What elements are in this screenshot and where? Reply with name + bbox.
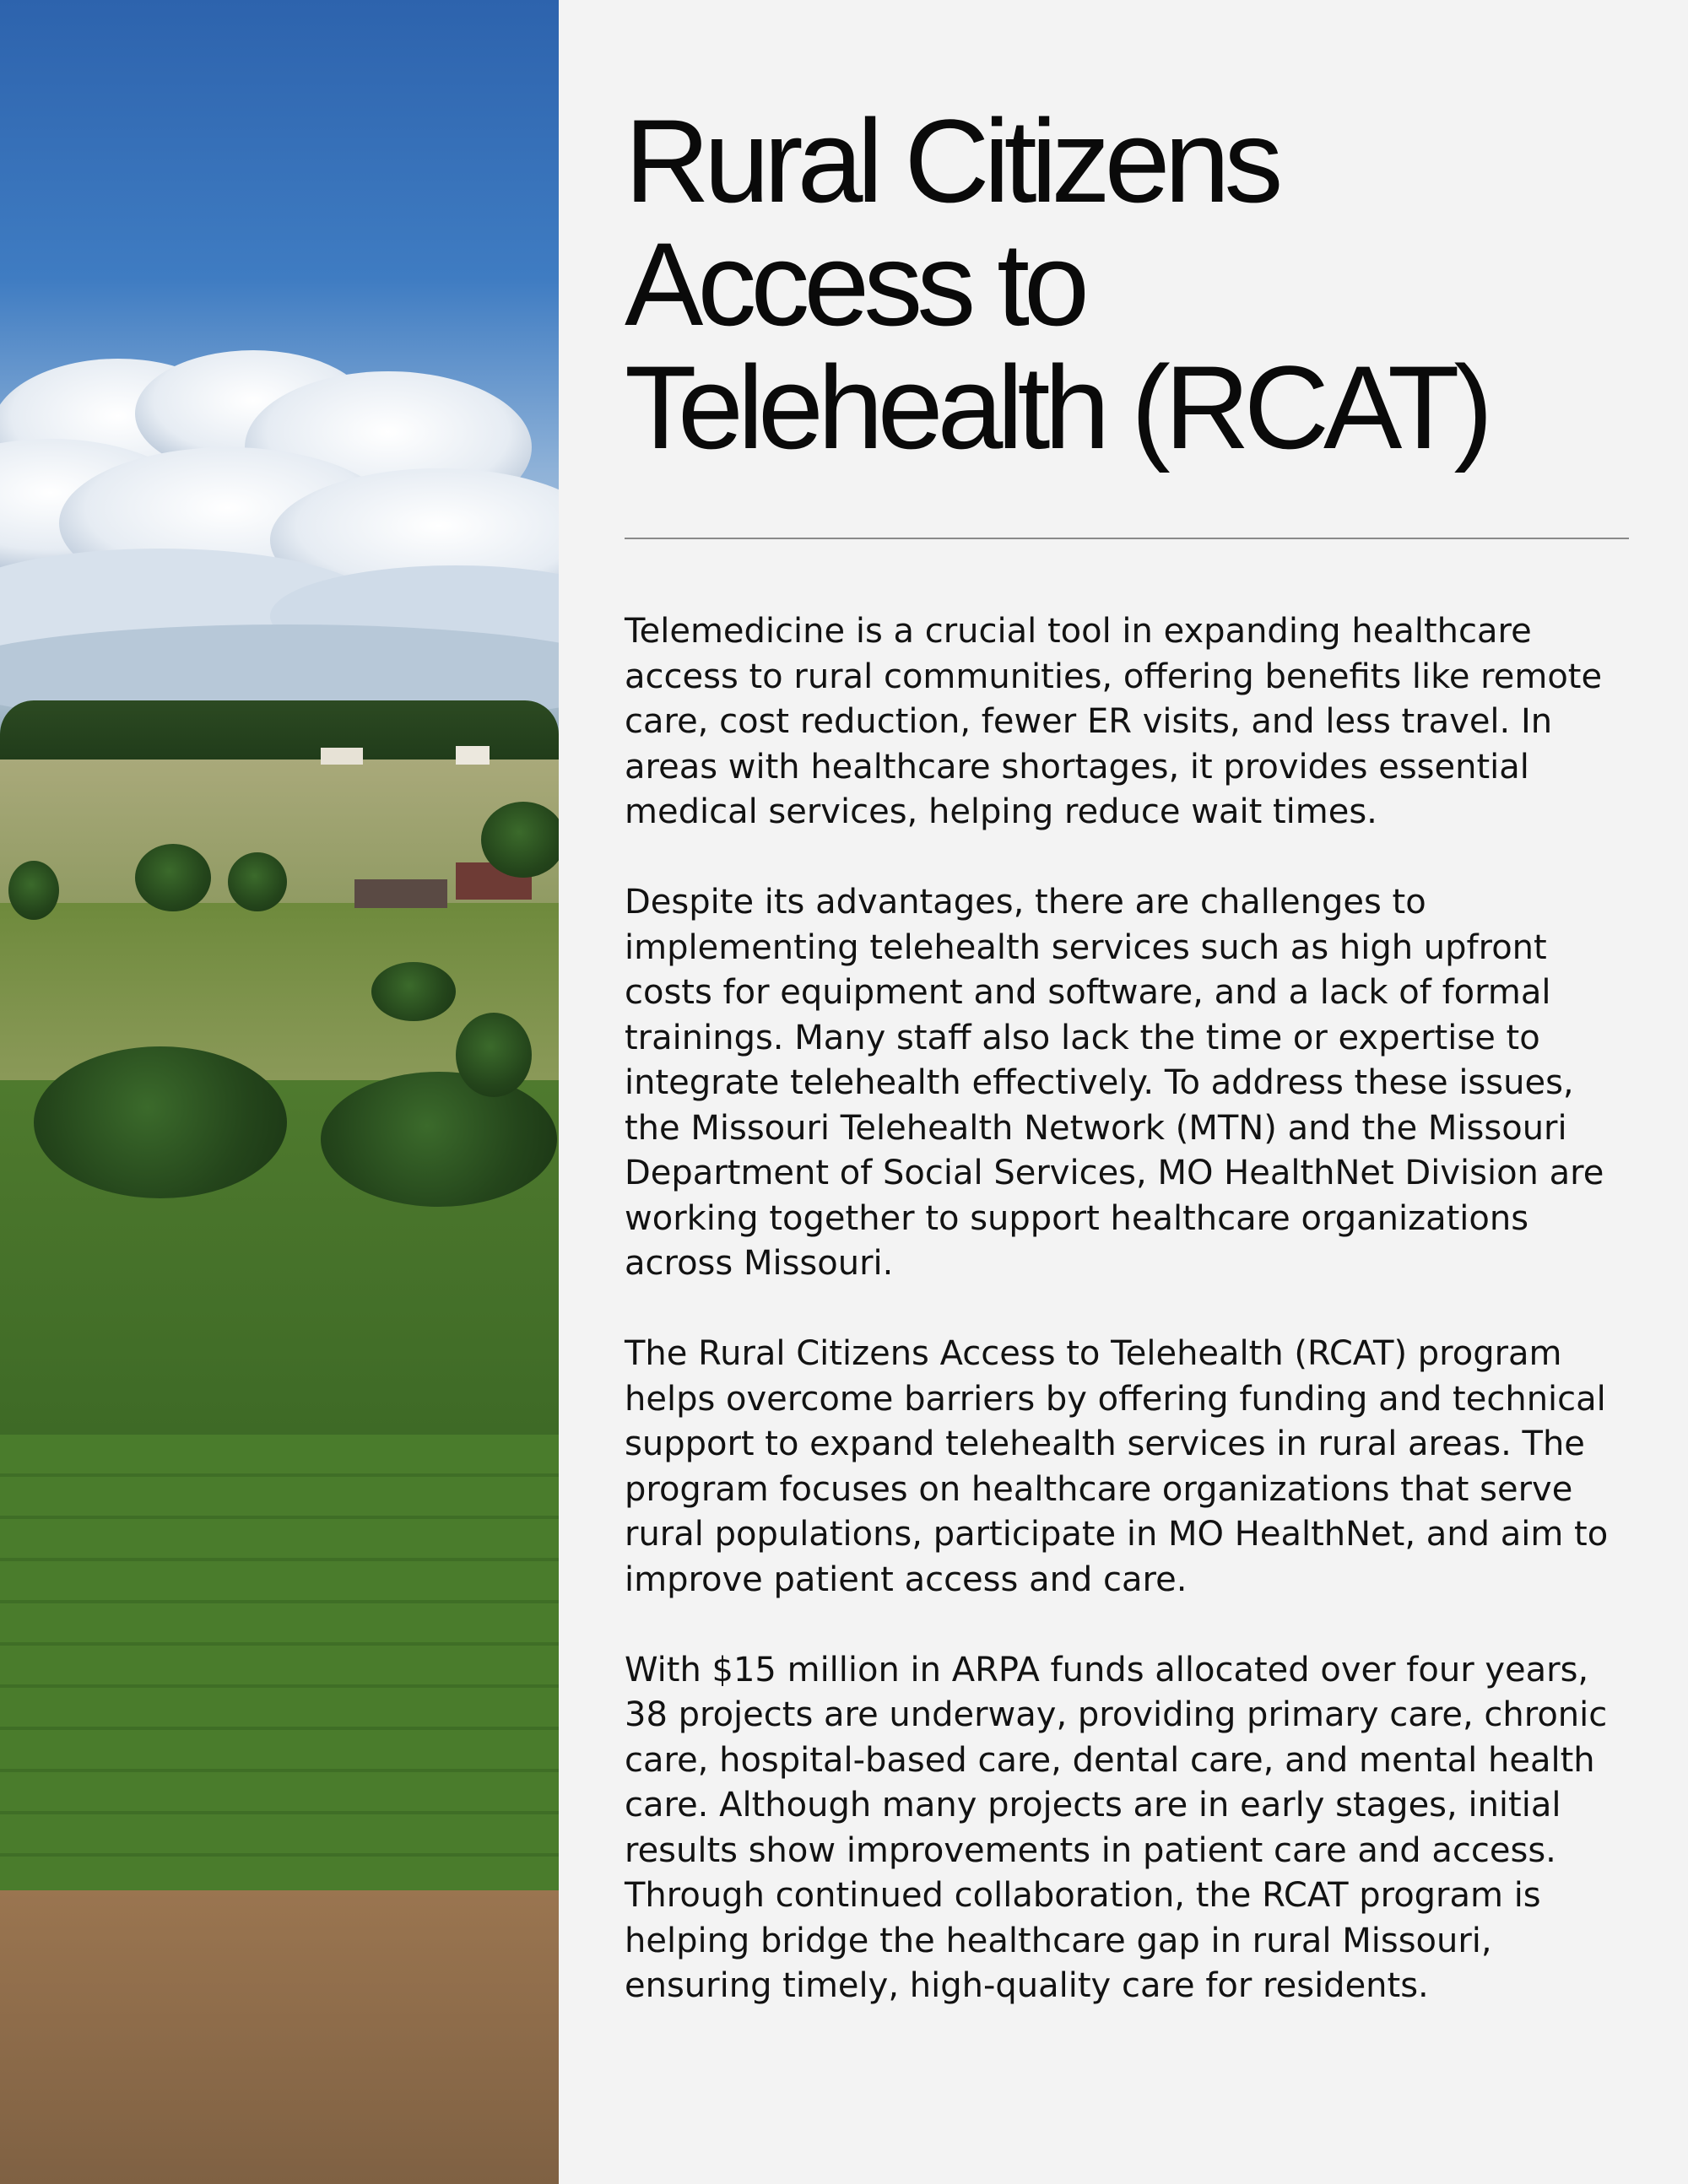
clouds bbox=[0, 338, 559, 743]
paragraph-intro: Telemedicine is a crucial tool in expanding healthcare access to rural communities, offering benefits like remote care, cost reduction, fewer ER visits, and less travel. In areas with healthcare shortages, it provides essential medical services, helping reduce wait times. bbox=[625, 612, 1603, 831]
divider bbox=[625, 538, 1629, 539]
rural-landscape-image bbox=[0, 0, 559, 2184]
tree-cluster bbox=[321, 1072, 557, 1207]
green-field bbox=[0, 1435, 559, 1907]
house bbox=[456, 746, 490, 765]
body-text bbox=[625, 609, 1629, 2054]
tree bbox=[481, 802, 559, 878]
tree bbox=[228, 852, 287, 911]
tree bbox=[135, 844, 211, 911]
tree-cluster bbox=[34, 1046, 287, 1198]
tree bbox=[8, 861, 59, 920]
farmhouse bbox=[354, 879, 447, 908]
paragraph-challenges: Despite its advantages, there are challenges to implementing telehealth services such as high upfront costs for equipment and software, and a lack of formal trainings. Many staff also lack the time or expertise to integrate telehealth effectively. To address these issues, the Missouri Telehealth Network (MTN) and the Missouri Department of Social Services, MO HealthNet Division are working together to support healthcare organizations across Missouri. bbox=[625, 883, 1604, 1283]
tree bbox=[371, 962, 456, 1021]
house bbox=[321, 748, 363, 765]
content-column bbox=[625, 0, 1629, 2184]
paragraph-program: The Rural Citizens Access to Telehealth (RCAT) program helps overcome barriers by offering funding and technical support to expand telehealth services in rural areas. The program focuses on healthcare organizations that serve rural populations, participate in MO HealthNet, and aim to improve patient access and care. bbox=[625, 1334, 1609, 1599]
soil-field bbox=[0, 1890, 559, 2184]
paragraph-funding: With $15 million in ARPA funds allocated over four years, 38 projects are underway, providing primary care, chronic care, hospital-based care, dental care, and mental health care. Although many projects are in early stages, initial results show improvements in patient care and access. Through continued collaboration, the RCAT program is helping bridge the healthcare gap in rural Missouri, ensuring timely, high-quality care for residents. bbox=[625, 1650, 1608, 2005]
page-title: Rural Citizens Access to Telehealth (RCAT) bbox=[625, 95, 1488, 473]
tree bbox=[456, 1013, 532, 1097]
